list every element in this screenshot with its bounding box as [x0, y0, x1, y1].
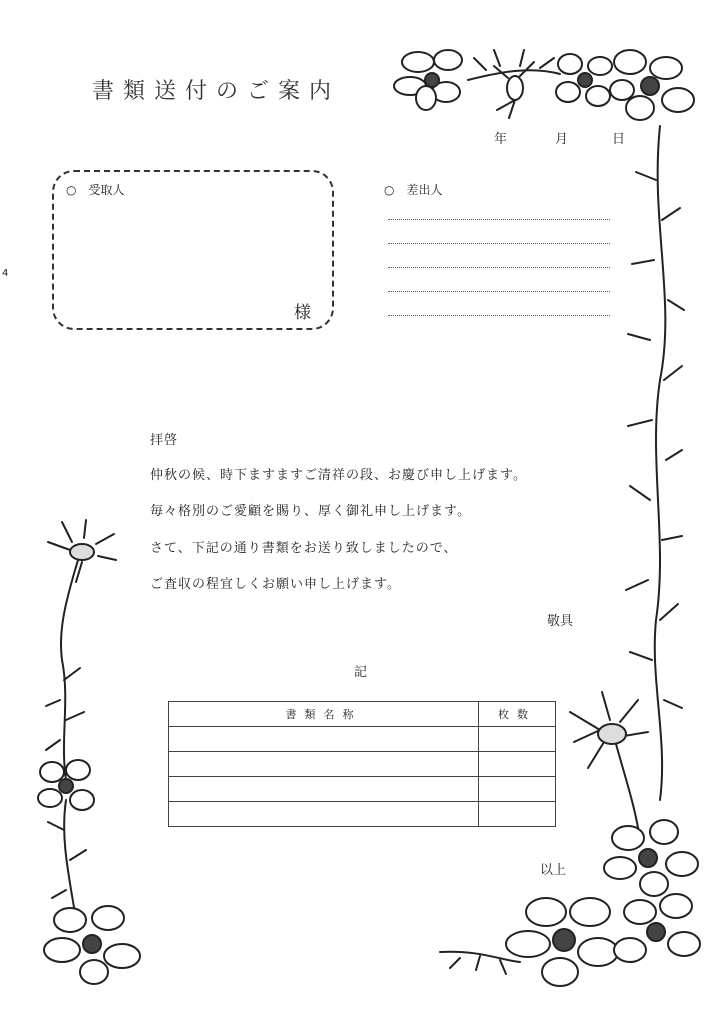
- table-row: [169, 777, 556, 802]
- table-row: [169, 727, 556, 752]
- table-header-name: 書類名称: [169, 702, 479, 727]
- date-month: 月: [555, 132, 569, 147]
- recipient-label: ○ 受取人: [66, 183, 125, 197]
- table-cell-count[interactable]: [479, 727, 556, 752]
- sender-line[interactable]: [388, 315, 610, 316]
- recipient-honorific: 様: [294, 303, 311, 323]
- flower-right-mid: [570, 692, 648, 840]
- table-cell-name[interactable]: [169, 752, 479, 777]
- ki-heading: 記: [354, 665, 368, 680]
- table-cell-name[interactable]: [169, 777, 479, 802]
- table-row: [169, 802, 556, 827]
- flower-top-right: [610, 50, 694, 120]
- flower-bottom-right-2: [506, 898, 618, 986]
- documents-table: [168, 701, 556, 827]
- flower-left-top: [48, 520, 116, 660]
- flower-top-mid: [556, 54, 612, 106]
- sender-line[interactable]: [388, 291, 610, 292]
- closing: 敬具: [547, 614, 574, 629]
- body-line: さて、下記の通り書類をお送り致しましたので、: [150, 541, 458, 556]
- sender-label: ○ 差出人: [384, 183, 443, 197]
- flower-top-left: [394, 50, 462, 110]
- body-line: 仲秋の候、時下ますますご清祥の段、お慶び申し上げます。: [150, 468, 527, 483]
- end-mark: 以上: [540, 863, 567, 878]
- table-header-count: 枚数: [479, 702, 556, 727]
- table-cell-count[interactable]: [479, 777, 556, 802]
- date-day: 日: [612, 132, 626, 147]
- sender-line[interactable]: [388, 243, 610, 244]
- table-cell-count[interactable]: [479, 802, 556, 827]
- flower-bottom-right-1: [604, 820, 698, 896]
- sender-line[interactable]: [388, 267, 610, 268]
- flower-left-bottom: [44, 906, 140, 984]
- date-year: 年: [494, 132, 508, 147]
- margin-number: 4: [2, 268, 9, 279]
- flower-bottom-right-3: [614, 894, 700, 962]
- table-cell-count[interactable]: [479, 752, 556, 777]
- body-line: 毎々格別のご愛顧を賜り、厚く御礼申し上げます。: [150, 504, 471, 519]
- table-row: [169, 752, 556, 777]
- document-title: 書類送付のご案内: [92, 79, 341, 104]
- sender-line[interactable]: [388, 219, 610, 220]
- table-cell-name[interactable]: [169, 802, 479, 827]
- table-cell-name[interactable]: [169, 727, 479, 752]
- body-line: ご査収の程宜しくお願い申し上げます。: [150, 577, 401, 592]
- greeting: 拝啓: [150, 433, 179, 448]
